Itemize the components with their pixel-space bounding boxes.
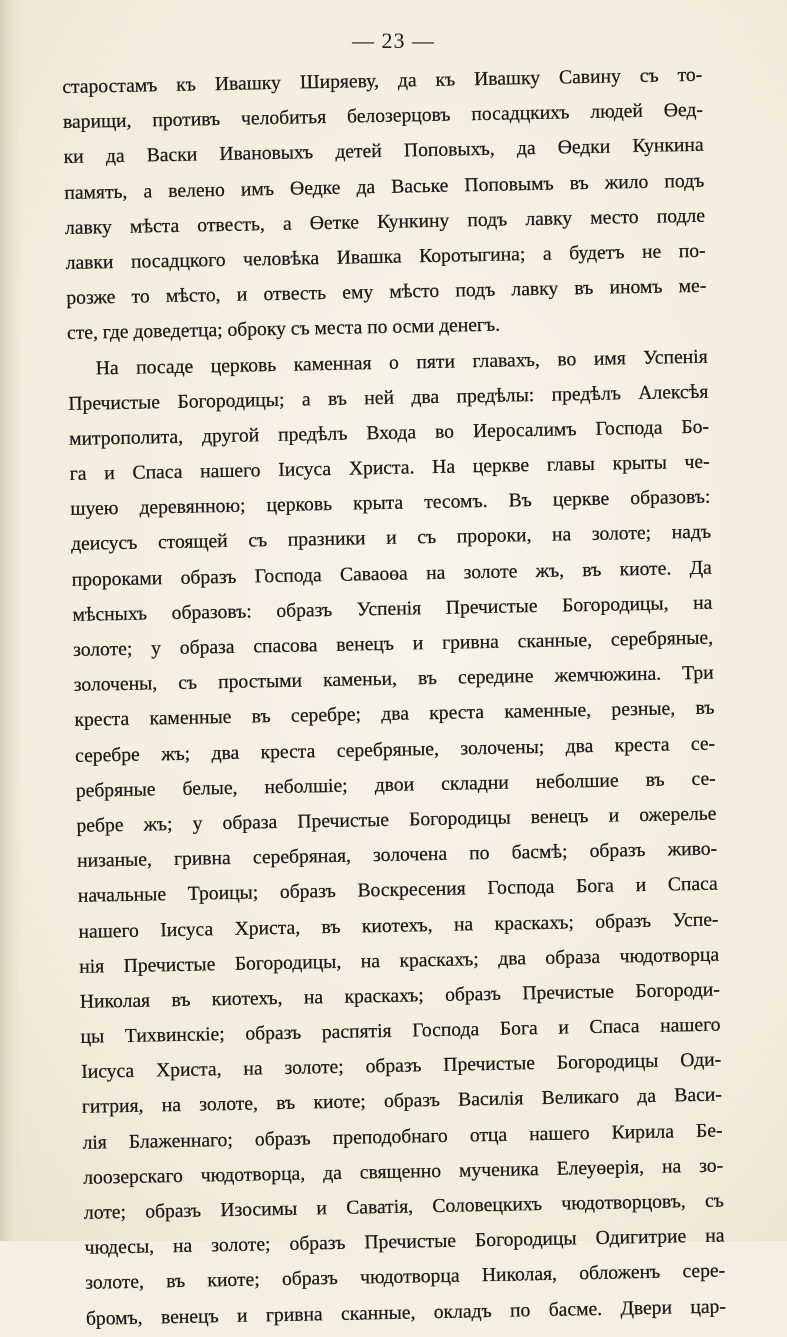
text-line: митрополита, другой предѣлъ Входа во Иеросалимъ Господа Бо- xyxy=(68,416,710,450)
text-line: Іисуса Христа, на золоте; образъ Пречистые Богородицы Оди- xyxy=(81,1049,722,1084)
text-line: ребряные белые, неболшіе; двои складни неболшие въ се- xyxy=(75,768,716,802)
text-line: низаные, гривна серебряная, золочена по басмѣ; образъ живо- xyxy=(76,838,718,872)
text-line: лоте; образъ Изосимы и Саватія, Соловецкихъ чюдотворцовъ, съ xyxy=(83,1190,725,1224)
text-line: лавки посадцкого человѣка Ивашка Коротыгина; а будетъ не по- xyxy=(65,240,706,274)
page-body-text xyxy=(62,58,726,1337)
text-line: нашего Іисуса Христа, въ киотехъ, на краскахъ; образъ Успе- xyxy=(78,909,719,943)
text-line: гитрия, на золоте, въ киоте; образъ Василія Великаго да Васи- xyxy=(81,1084,723,1119)
text-line: ки да Васки Ивановыхъ детей Поповыхъ, да Өедки Кункина xyxy=(63,135,704,169)
text-line: сте, где доведетца; оброку съ места по осми денегъ. xyxy=(66,314,501,345)
text-line: золоте, въ киоте; образъ чюдотворца Николая, обложенъ сере- xyxy=(85,1260,726,1295)
text-line: нія Пречистые Богородицы, на краскахъ; два образа чюдотворца xyxy=(79,944,720,978)
text-line: деисусъ стоящей съ празники и съ пророки, на золоте; надъ xyxy=(70,522,712,556)
text-line: варищи, противъ челобитья белозерцовъ посадцкихъ людей Өед- xyxy=(62,99,704,134)
text-line: Пречистые Богородицы; а въ ней два предѣлы: предѣлъ Алексѣя xyxy=(68,381,709,415)
text-line: мѣсныхъ образовъ: образъ Успенія Пречистые Богородицы, на xyxy=(72,592,713,626)
text-line: чюдесы, на золоте; образъ Пречистые Богородицы Одигитрие на xyxy=(84,1225,725,1259)
page-number: — 23 — xyxy=(352,28,435,53)
text-line: га и Спаса нашего Іисуса Христа. На церкве главы крыты че- xyxy=(69,451,710,485)
text-line: розже то мѣсто, и отвесть ему мѣсто подъ лавку въ иномъ ме- xyxy=(66,275,707,310)
text-line: цы Тихвинскіе; образъ распятія Господа Бога и Спаса нашего xyxy=(80,1014,721,1048)
text-line: лія Блаженнаго; образъ преподобнаго отца нашего Кирила Бе- xyxy=(82,1120,723,1154)
text-line: старостамъ къ Ивашку Ширяеву, да къ Ивашку Савину съ то- xyxy=(62,64,703,98)
text-line: ребре жъ; у образа Пречистые Богородицы венецъ и ожерелье xyxy=(76,803,717,837)
text-line: пророками образъ Господа Саваоөа на золоте жъ, въ киоте. Да xyxy=(71,557,712,591)
page-spine-shadow xyxy=(0,0,22,1241)
text-line: Николая въ киотехъ, на краскахъ; образъ Пречистые Богороди- xyxy=(79,979,720,1013)
text-line: начальные Троицы; образъ Воскресения Господа Бога и Спаса xyxy=(77,873,718,908)
text-line: бромъ, венецъ и гривна сканные, окладъ по басме. Двери цар- xyxy=(85,1296,727,1330)
text-line: На посаде церковь каменная о пяти главахъ, во имя Успенія xyxy=(95,346,708,379)
text-line: лоозерскаго чюдотворца, да священно мученика Елеуөерія, на зо- xyxy=(83,1155,724,1189)
text-line: золочены, съ простыми каменьи, въ середине жемчюжина. Три xyxy=(73,662,714,697)
text-line: золоте; у образа спасова венецъ и гривна сканные, серебряные, xyxy=(72,627,714,661)
text-line: креста каменные въ серебре; два креста каменные, резные, въ xyxy=(74,697,715,732)
text-line: шуею деревянною; церковь крыта тесомъ. Въ церкве образовъ: xyxy=(70,486,711,521)
text-line: лавку мѣста отвесть, а Өетке Кункину подъ лавку место подле xyxy=(64,205,706,239)
text-line: память, а велено имъ Өедке да Ваське Поповымъ въ жило подъ xyxy=(64,170,705,204)
text-line: серебре жъ; два креста серебряные, золочены; два креста се- xyxy=(74,733,716,767)
